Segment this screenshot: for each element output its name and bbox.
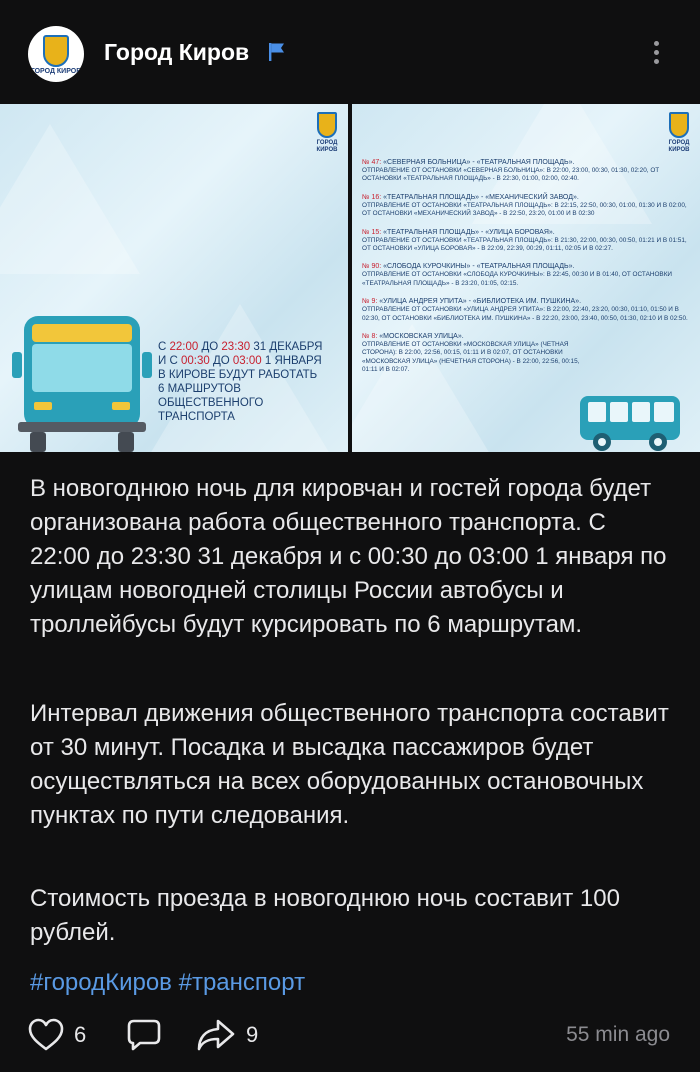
heart-icon [28, 1018, 64, 1052]
route-name: «СЕВЕРНАЯ БОЛЬНИЦА» - «ТЕАТРАЛЬНАЯ ПЛОЩАДЬ». [381, 159, 575, 166]
route-schedule: ОТПРАВЛЕНИЕ ОТ ОСТАНОВКИ «УЛИЦА АНДРЕЯ УПИТА»: В 22:00, 22:40, 23:20, 00:30, 01:10, 01:50 И В 02:30, ОТ ОСТАНОВКИ «БИБЛИОТЕКА ИМ. ПУШКИНА» - В 22:20, 23:00, 23:40, 00:50, 01:30, 02:10 И В 02:50. [362, 306, 688, 322]
route-item [362, 158, 692, 184]
coat-of-arms-icon [669, 112, 689, 138]
img1-text: ДО [209, 355, 233, 367]
route-number: № 8: [362, 333, 378, 341]
img1-text: ТРАНСПОРТА [158, 411, 235, 423]
city-logo-text: ГОРОД КИРОВ [668, 140, 690, 153]
bus-side-icon [578, 394, 682, 452]
img1-text: 6 МАРШРУТОВ [158, 383, 241, 395]
img1-text: 1 ЯНВАРЯ [261, 355, 322, 367]
post-image-2[interactable] [352, 104, 700, 452]
route-number: № 90: [362, 263, 382, 271]
route-list [362, 158, 692, 384]
image1-caption [158, 340, 342, 424]
city-logo-text: ГОРОД КИРОВ [316, 140, 338, 153]
route-schedule: ОТПРАВЛЕНИЕ ОТ ОСТАНОВКИ «СЕВЕРНАЯ БОЛЬНИЦА»: В 22:00, 23:00, 00:30, 01:30, 02:20, ОТ ОСТАНОВКИ «ТЕАТРАЛЬНАЯ ПЛОЩАДЬ» - В 22:30, 01:00, 02:00, 02:40. [362, 167, 660, 183]
route-schedule: ОТПРАВЛЕНИЕ ОТ ОСТАНОВКИ «ТЕАТРАЛЬНАЯ ПЛОЩАДЬ»: В 22:15, 22:50, 00:30, 01:00, 01:30 И В 02:00, ОТ ОСТАНОВКИ «МЕХАНИЧЕСКИЙ ЗАВОД» - В 22:50, 23:20, 01:00 И В 02:30 [362, 201, 687, 218]
bus-front-icon [12, 316, 152, 452]
route-name: «МОСКОВСКАЯ УЛИЦА». [377, 333, 464, 341]
hashtag-link[interactable]: #транспорт [178, 969, 306, 996]
post-text-paragraph: Стоимость проезда в новогоднюю ночь составит 100 рублей. [30, 885, 620, 946]
more-options-icon[interactable] [646, 38, 666, 70]
route-item [362, 193, 692, 219]
route-item [362, 332, 582, 375]
route-schedule: ОТПРАВЛЕНИЕ ОТ ОСТАНОВКИ «ТЕАТРАЛЬНАЯ ПЛОЩАДЬ»: В 21:30, 22:00, 00:30, 00:50, 01:21 И В 01:51, ОТ ОСТАНОВКИ «УЛИЦА БОРОВАЯ» - В 22:09, 22:39, 00:29, 01:11, 02:05 И В 02:27. [362, 236, 687, 253]
share-icon [196, 1018, 236, 1052]
img1-text: 31 ДЕКАБРЯ [250, 341, 323, 353]
city-logo [666, 112, 692, 154]
like-count: 6 [74, 1022, 87, 1047]
img1-time: 00:30 [180, 355, 210, 367]
share-button[interactable] [196, 1018, 258, 1052]
route-name: «ТЕАТРАЛЬНАЯ ПЛОЩАДЬ» - «МЕХАНИЧЕСКИЙ ЗАВОД». [381, 193, 579, 201]
flag-icon [268, 42, 286, 62]
route-number: № 9: [362, 298, 378, 306]
hashtags [30, 966, 305, 1000]
like-button[interactable] [28, 1018, 86, 1052]
hashtag-link[interactable]: #городКиров [30, 969, 172, 996]
route-schedule: ОТПРАВЛЕНИЕ ОТ ОСТАНОВКИ «МОСКОВСКАЯ УЛИЦА» (ЧЕТНАЯ СТОРОНА): В 22:00, 22:56, 00:15, 01:11 И В 02:07, ОТ ОСТАНОВКИ «МОСКОВСКАЯ УЛИЦА» (НЕЧЕТНАЯ СТОРОНА) - В 22:00, 22:56, 00:15, 01:11 И В 02:07. [362, 341, 580, 374]
route-name: «ТЕАТРАЛЬНАЯ ПЛОЩАДЬ» - «УЛИЦА БОРОВАЯ». [381, 228, 555, 236]
img1-text: И С [158, 355, 181, 367]
img1-text: ОБЩЕСТВЕННОГО [158, 397, 264, 409]
post-text-paragraph: Интервал движения общественного транспорта составит от 30 минут. Посадка и высадка пассажиров будет осуществляться на всех оборудованных остановочных пунктах по пути следования. [30, 700, 669, 829]
city-logo [314, 112, 340, 154]
route-number: № 16: [362, 193, 382, 201]
post-timestamp: 55 min ago [566, 1023, 670, 1046]
route-name: «СЛОБОДА КУРОЧКИНЫ» - «ТЕАТРАЛЬНАЯ ПЛОЩАДЬ». [381, 263, 575, 271]
route-schedule: ОТПРАВЛЕНИЕ ОТ ОСТАНОВКИ «СЛОБОДА КУРОЧКИНЫ»: В 22:45, 00:30 И В 01:40, ОТ ОСТАНОВКИ «ТЕАТРАЛЬНАЯ ПЛОЩАДЬ» - В 23:20, 01:05, 02:15. [362, 271, 673, 287]
route-item [362, 228, 692, 254]
post-text-paragraph: В новогоднюю ночь для кировчан и гостей города будет организована работа общественного транспорта. С 22:00 до 23:30 31 декабря и с 00:30 до 03:00 1 января по улицам новогодней столицы России автобусы и троллейбусы будут курсировать по 6 маршрутам. [30, 475, 667, 638]
avatar[interactable] [28, 26, 84, 82]
post-image-1[interactable] [0, 104, 348, 452]
route-item [362, 297, 692, 323]
img1-time: 22:00 [169, 341, 199, 353]
img1-time: 03:00 [232, 355, 262, 367]
route-number: № 15: [362, 228, 382, 236]
avatar-logo-text: ГОРОД КИРОВ [30, 68, 82, 75]
img1-text: В КИРОВЕ БУДУТ РАБОТАТЬ [158, 369, 318, 381]
route-number: № 47: [362, 159, 382, 166]
comment-icon [126, 1018, 162, 1052]
img1-text: С [158, 341, 170, 353]
coat-of-arms-icon [317, 112, 337, 138]
route-item [362, 262, 692, 288]
img1-time: 23:30 [221, 341, 251, 353]
bg-triangle [0, 124, 140, 274]
comment-button[interactable] [126, 1018, 162, 1052]
coat-of-arms-icon [43, 35, 69, 67]
community-name[interactable]: Город Киров [104, 39, 250, 65]
route-name: «УЛИЦА АНДРЕЯ УПИТА» - «БИБЛИОТЕКА ИМ. ПУШКИНА». [377, 298, 582, 306]
img1-text: ДО [198, 341, 222, 353]
share-count: 9 [246, 1022, 259, 1047]
